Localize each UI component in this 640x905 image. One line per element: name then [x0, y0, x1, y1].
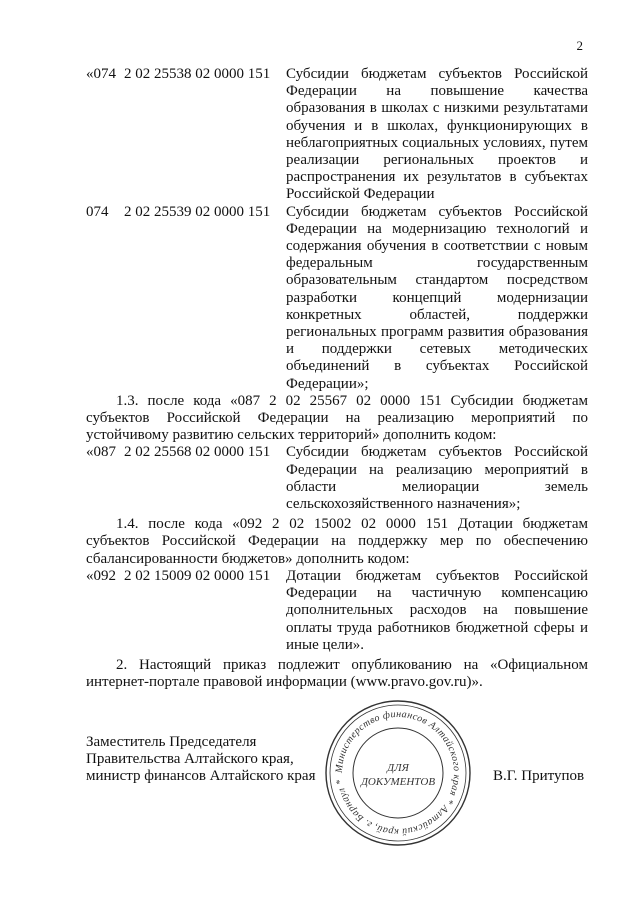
- official-seal: [323, 698, 473, 848]
- signer-title-line1: Заместитель Председателя: [86, 734, 257, 750]
- code-number: 2 02 25568 02 0000 151: [124, 444, 271, 461]
- document-body: [86, 66, 588, 691]
- code-number: 2 02 25539 02 0000 151: [124, 203, 271, 220]
- code-entry-087-25568: [86, 444, 588, 513]
- code-number: 2 02 15009 02 0000 151: [124, 567, 271, 584]
- paragraph-1-4: 1.4. после кода «092 2 02 15002 02 0000 151 Дотации бюджетам субъектов Российской Федерации на поддержку мер по обеспечению сбалансированности бюджетов» дополнить кодом:: [86, 516, 588, 567]
- budget-code: [86, 204, 286, 393]
- code-prefix: «074: [86, 66, 116, 82]
- budget-code: [86, 444, 286, 513]
- paragraph-2: 2. Настоящий приказ подлежит опубликованию на «Официальном интернет-портале правовой информации (www.pravo.gov.ru)».: [86, 656, 588, 691]
- code-entry-074-25539: [86, 204, 588, 393]
- seal-center-line2: ДОКУМЕНТОВ: [360, 776, 436, 788]
- code-description: Субсидии бюджетам субъектов Российской Федерации на модернизацию технологий и содержания обучения в соответствии с новым федеральным государственным образовательным стандартом посредством разработки концепций модернизации конкретных областей, поддержки региональных программ развития образования и поддержки сетевых методических объединений в субъектах Российской Федерации»;: [286, 203, 588, 392]
- code-description: Субсидии бюджетам субъектов Российской Федерации на повышение качества образования в школах с низкими результатами обучения и в школах, функционирующих в неблагоприятных социальных условиях, путем реализации региональных проектов и распространения их результатов в субъектах Российской Федерации: [286, 66, 588, 203]
- code-number: 2 02 25538 02 0000 151: [124, 66, 271, 82]
- code-prefix: «087: [86, 444, 116, 461]
- code-entry-092-15009: [86, 568, 588, 654]
- signer-title-line2: Правительства Алтайского края,: [86, 751, 294, 767]
- budget-code: [86, 568, 286, 654]
- code-prefix: «092: [86, 567, 116, 584]
- budget-code: [86, 66, 286, 204]
- code-description: Субсидии бюджетам субъектов Российской Федерации на реализацию мероприятий в области мелиорации земель сельскохозяйственного назначения»;: [286, 444, 588, 513]
- signature-block: [86, 734, 315, 785]
- page-number: 2: [576, 38, 583, 53]
- svg-text:Министерство финансов Алтайско: Министерство финансов Алтайского края * Алтайский край, г. Барнаул *: [333, 708, 463, 838]
- code-description: Дотации бюджетам субъектов Российской Федерации на частичную компенсацию дополнительных расходов на повышение оплаты труда работников бюджетной сферы и иные цели».: [286, 567, 588, 653]
- signer-name: В.Г. Притупов: [493, 768, 585, 784]
- code-entry-074-25538: [86, 66, 588, 204]
- paragraph-1-3: 1.3. после кода «087 2 02 25567 02 0000 151 Субсидии бюджетам субъектов Российской Федерации на реализацию мероприятий по устойчивому развитию сельских территорий» дополнить кодом:: [86, 392, 588, 444]
- signer-title-line3: министр финансов Алтайского края: [86, 768, 316, 784]
- seal-center-line1: ДЛЯ: [387, 762, 409, 774]
- code-prefix: 074: [86, 203, 109, 220]
